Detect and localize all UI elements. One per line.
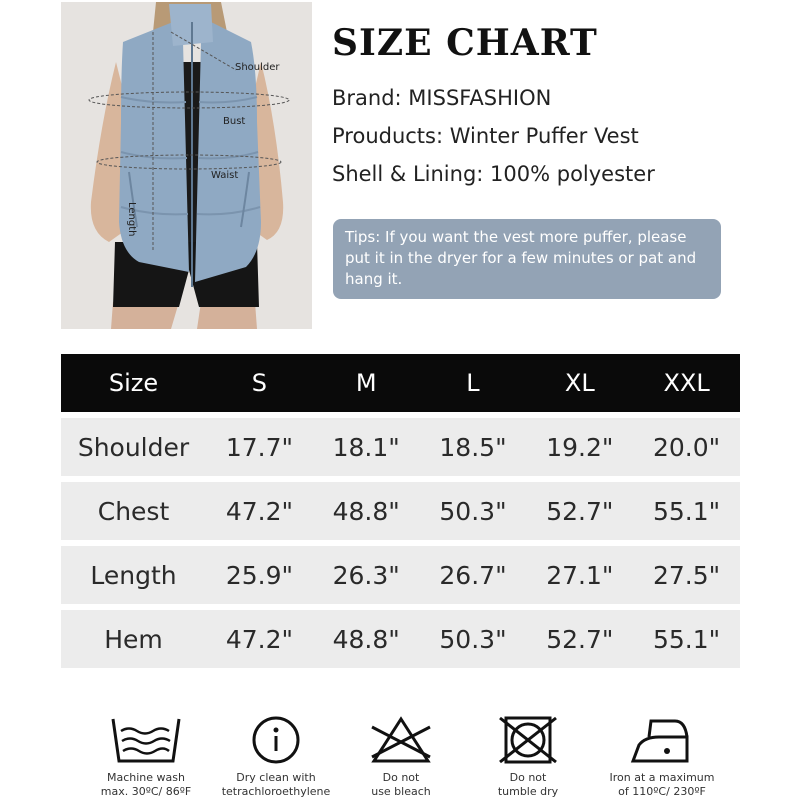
dry-clean-icon — [251, 715, 301, 765]
brand-line: Brand: MISSFASHION — [332, 86, 552, 110]
header-cell: XXL — [663, 369, 710, 397]
care-caption-line1: Do not — [382, 771, 420, 784]
table-header-row — [61, 354, 740, 412]
table-cell: 47.2" — [225, 496, 293, 526]
table-row — [61, 610, 740, 668]
header-cell: S — [251, 369, 268, 397]
care-caption-line1: Dry clean with — [236, 771, 316, 784]
material-line: Shell & Lining: 100% polyester — [332, 162, 655, 186]
care-caption-line1: Do not — [509, 771, 547, 784]
table-cell: 26.7" — [439, 560, 507, 590]
care-iron — [592, 715, 732, 799]
care-caption-line2: tetrachloroethylene — [221, 785, 331, 798]
machine-wash-icon — [109, 715, 183, 765]
table-cell: 27.5" — [653, 560, 721, 590]
shoulder-label: Shoulder — [235, 62, 280, 73]
header-cell: Size — [108, 369, 159, 397]
care-dry-clean — [206, 715, 346, 799]
table-cell: 17.7" — [225, 432, 293, 462]
header-cell: M — [355, 369, 377, 397]
header-cell: XL — [564, 369, 595, 397]
bust-label: Bust — [223, 116, 246, 127]
care-caption-line1: Machine wash — [107, 771, 185, 784]
table-cell: 48.8" — [332, 624, 400, 654]
waist-label: Waist — [211, 170, 239, 181]
row-label: Shoulder — [77, 432, 190, 462]
care-caption-line2: use bleach — [371, 785, 431, 798]
care-caption-line1: Iron at a maximum — [609, 771, 715, 784]
table-cell: 52.7" — [546, 496, 614, 526]
care-no-tumble-dry — [458, 715, 598, 799]
table-cell: 19.2" — [546, 432, 614, 462]
iron-icon — [629, 715, 695, 765]
table-cell: 18.5" — [439, 432, 507, 462]
care-caption-line2: max. 30ºC/ 86ºF — [100, 785, 192, 798]
care-machine-wash — [76, 715, 216, 799]
care-caption-line2: of 110ºC/ 230ºF — [618, 785, 706, 798]
row-label: Hem — [104, 624, 163, 654]
table-cell: 47.2" — [225, 624, 293, 654]
no-tumble-dry-icon — [498, 715, 558, 765]
row-label: Length — [90, 560, 177, 590]
table-cell: 27.1" — [546, 560, 614, 590]
no-bleach-icon — [368, 715, 434, 765]
header-cell: L — [466, 369, 480, 397]
table-row — [61, 418, 740, 476]
care-caption-line2: tumble dry — [497, 785, 559, 798]
table-cell: 52.7" — [546, 624, 614, 654]
table-cell: 48.8" — [332, 496, 400, 526]
vest-illustration — [61, 2, 312, 329]
table-row — [61, 482, 740, 540]
table-cell: 20.0" — [653, 432, 721, 462]
table-cell: 50.3" — [439, 624, 507, 654]
length-label: Length — [126, 202, 137, 237]
row-label: Chest — [97, 496, 170, 526]
product-photo — [61, 2, 312, 329]
table-cell: 50.3" — [439, 496, 507, 526]
table-cell: 55.1" — [653, 496, 721, 526]
product-line: Prouducts: Winter Puffer Vest — [332, 124, 639, 148]
page-title: SIZE CHART — [332, 22, 598, 64]
tips-box: Tips: If you want the vest more puffer, please put it in the dryer for a few minutes or pat and hang it. — [333, 219, 721, 299]
table-cell: 18.1" — [332, 432, 400, 462]
table-row — [61, 546, 740, 604]
care-no-bleach — [331, 715, 471, 799]
table-cell: 55.1" — [653, 624, 721, 654]
table-cell: 26.3" — [332, 560, 400, 590]
table-cell: 25.9" — [225, 560, 293, 590]
